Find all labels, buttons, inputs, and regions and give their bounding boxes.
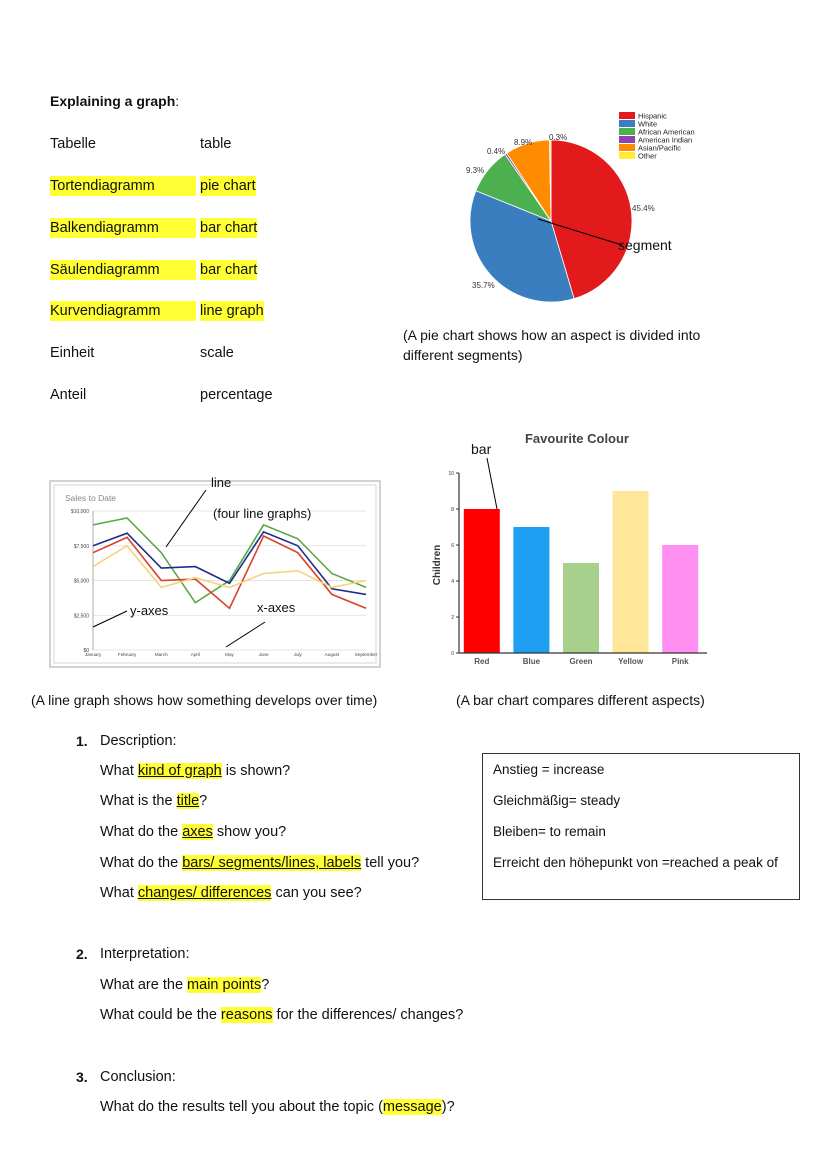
x-tick-label: March	[154, 652, 168, 657]
bar-pointer-line	[487, 458, 497, 509]
x-tick-label: Green	[569, 657, 593, 666]
x-tick-label: May	[225, 652, 234, 657]
y-tick-label: 2	[451, 615, 454, 621]
x-tick-label: June	[258, 652, 269, 657]
x-tick-label: January	[84, 652, 102, 657]
legend-label: Asian/Pacific	[638, 143, 681, 153]
segment-annotation: segment	[618, 237, 672, 253]
vocab-english: scale	[200, 345, 234, 361]
y-axes-annotation: y-axes	[130, 603, 169, 618]
y-tick-label: $7,500	[73, 543, 89, 550]
question: What are the main points?	[100, 977, 270, 993]
bar-caption: (A bar chart compares different aspects)	[456, 692, 705, 708]
bar-blue	[513, 527, 549, 653]
pie-value-label: 0.4%	[487, 147, 506, 156]
glossary-item: Anstieg = increase	[493, 762, 605, 777]
pie-chart	[400, 105, 710, 305]
pie-caption: (A pie chart shows how an aspect is divided into different segments)	[403, 327, 701, 363]
y-tick-label: 4	[451, 579, 454, 585]
line-annotation: line	[211, 475, 232, 490]
question: What do the axes show you?	[100, 824, 287, 840]
legend-label: Hispanic	[638, 111, 667, 121]
pie-value-label: 9.3%	[466, 166, 485, 175]
vocab-english: pie chart	[200, 178, 256, 194]
pie-value-label: 8.9%	[514, 138, 533, 147]
pie-value-label: 45.4%	[632, 204, 655, 213]
vocab-german: Balkendiagramm	[50, 218, 196, 238]
line-chart-title: Sales to Date	[65, 493, 117, 503]
four-lines-annotation: (four line graphs)	[213, 506, 312, 521]
question: What is the title?	[100, 793, 208, 809]
page-title: Explaining a graph:	[50, 93, 180, 109]
line-caption: (A line graph shows how something develops over time)	[31, 692, 378, 708]
x-tick-label: April	[190, 652, 200, 657]
bar-red	[464, 509, 500, 653]
section-heading: Description:	[100, 733, 177, 749]
section-number: 1.	[76, 733, 88, 749]
bar-chart	[425, 425, 715, 675]
x-tick-label: Yellow	[618, 657, 644, 666]
question: What kind of graph is shown?	[100, 763, 291, 779]
x-tick-label: September	[354, 652, 378, 657]
bar-pink	[662, 545, 698, 653]
legend-label: African American	[638, 127, 695, 137]
vocab-german: Kurvendiagramm	[50, 301, 196, 321]
glossary-item: Bleiben= to remain	[493, 824, 606, 839]
y-tick-label: 0	[451, 651, 454, 657]
x-axes-annotation: x-axes	[257, 600, 296, 615]
vocab-english: line graph	[200, 303, 264, 319]
legend-swatch	[619, 152, 635, 159]
pie-value-label: 35.7%	[472, 281, 495, 290]
vocab-english: table	[200, 136, 232, 152]
section-number: 2.	[76, 946, 88, 962]
legend-label: White	[638, 119, 658, 129]
legend-label: Other	[638, 151, 657, 161]
vocab-english: percentage	[200, 387, 273, 403]
y-tick-label: $10,000	[70, 509, 89, 515]
x-tick-label: Pink	[671, 657, 689, 666]
section-heading: Interpretation:	[100, 946, 190, 962]
glossary-item: Gleichmäßig= steady	[493, 793, 621, 808]
legend-swatch	[619, 112, 635, 119]
bar-green	[563, 563, 599, 653]
x-tick-label: Red	[474, 657, 490, 666]
question: What changes/ differences can you see?	[100, 885, 362, 901]
question: What do the results tell you about the topic (message)?	[100, 1099, 455, 1115]
glossary-box	[482, 753, 800, 900]
section-number: 3.	[76, 1069, 88, 1085]
y-tick-label: 10	[448, 471, 454, 477]
question: What do the bars/ segments/lines, labels tell you?	[100, 855, 420, 871]
line-chart	[48, 470, 388, 670]
legend-swatch	[619, 136, 635, 143]
question: What could be the reasons for the differences/ changes?	[100, 1007, 464, 1023]
vocab-german: Säulendiagramm	[50, 260, 196, 280]
vocab-english: bar chart	[200, 220, 258, 236]
legend-swatch	[619, 120, 635, 127]
x-tick-label: February	[117, 652, 137, 657]
vocab-german: Tabelle	[50, 136, 96, 152]
vocab-english: bar chart	[200, 262, 258, 278]
x-tick-label: July	[293, 652, 302, 657]
bar-chart-ylabel: Children	[432, 544, 443, 586]
bar-yellow	[613, 491, 649, 653]
glossary-item: Erreicht den höhepunkt von =reached a peak of	[493, 855, 778, 870]
y-tick-label: 6	[451, 543, 454, 549]
y-tick-label: $2,500	[73, 613, 89, 620]
y-tick-label: 8	[451, 507, 454, 513]
legend-swatch	[619, 128, 635, 135]
legend-label: American Indian	[638, 135, 693, 145]
vocab-german: Tortendiagramm	[50, 176, 196, 196]
bar-chart-title: Favourite Colour	[524, 431, 630, 446]
y-tick-label: $0	[83, 648, 89, 654]
x-tick-label: August	[324, 652, 340, 657]
section-heading: Conclusion:	[100, 1069, 176, 1085]
x-tick-label: Blue	[522, 657, 541, 666]
bar-annotation: bar	[471, 441, 492, 457]
legend-swatch	[619, 144, 635, 151]
pie-value-label: 0.3%	[549, 133, 568, 142]
y-tick-label: $5,000	[73, 578, 89, 585]
vocab-german: Einheit	[50, 345, 95, 361]
vocab-german: Anteil	[50, 387, 87, 403]
